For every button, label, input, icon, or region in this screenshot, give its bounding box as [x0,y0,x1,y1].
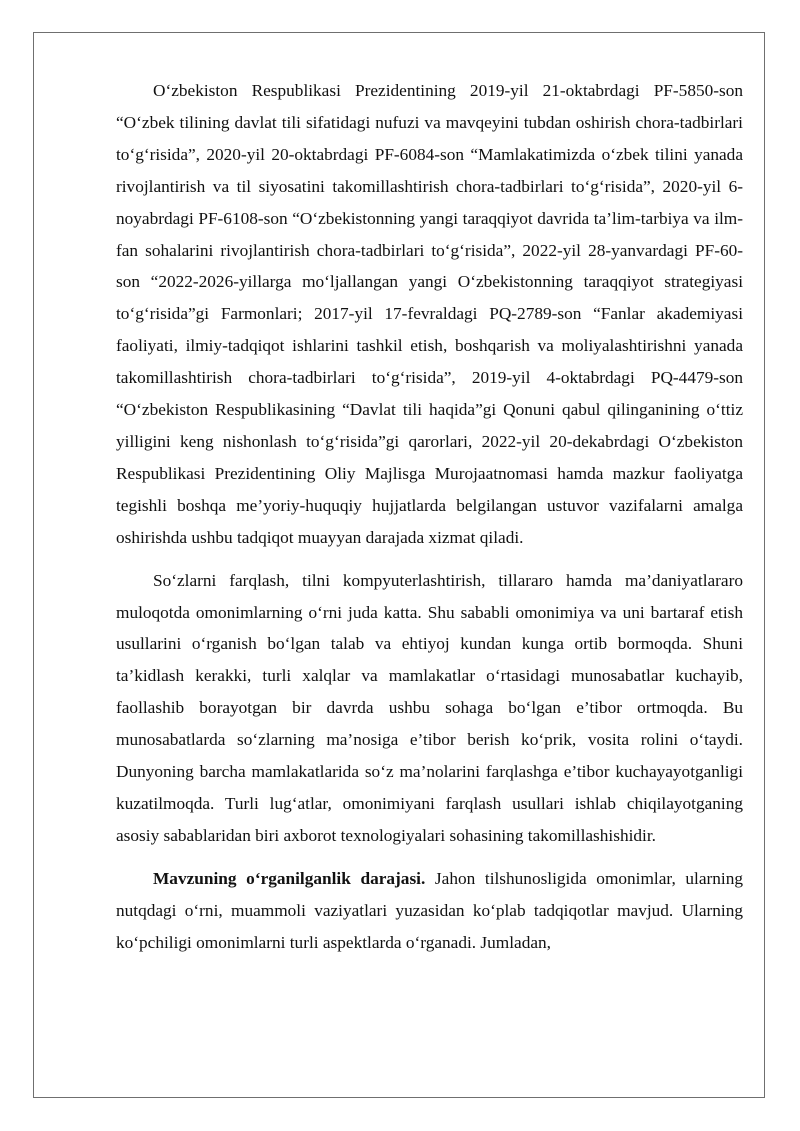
paragraph-text: Jahon tilshunosligida omonimlar, ularning nutqdagi o‘rni, muammoli vaziyatlari yuzasidan ko‘plab tadqiqotlar mavjud. Ularning ko‘pchiligi omonimlarni turli aspektlarda o‘rganadi. Jumladan, [116,868,743,952]
paragraph-relevance: So‘zlarni farqlash, tilni kompyuterlashtirish, tillararo hamda ma’daniyatlararo muloqotda omonimlarning o‘rni juda katta. Shu sababli omonimiya va uni bartaraf etish usullarini o‘rganish bo‘lgan talab va ehtiyoj kundan kunga ortib bormoqda. Shuni ta’kidlash kerakki, turli xalqlar va mamlakatlar o‘rtasidagi munosabatlar kuchayib, faollashib borayotgan bir davrda ushbu sohaga bo‘lgan e’tibor ortmoqda. Bu munosabatlarda so‘zlarning ma’nosiga e’tibor berish ko‘prik, vosita rolini o‘taydi. Dunyoning barcha mamlakatlarida so‘z ma’nolarini farqlashga e’tibor kuchayayotganligi kuzatilmoqda. Turli lug‘atlar, omonimiyani farqlash usullari ishlab chiqilayotganing asosiy sabablaridan biri axborot texnologiyalari sohasining takomillashishidir. [116,570,743,845]
section-heading: Mavzuning o‘rganilganlik darajasi. [153,868,426,888]
paragraph-legal-basis: O‘zbekiston Respublikasi Prezidentining 2019-yil 21-oktabrdagi PF-5850-son “O‘zbek tilining davlat tili sifatidagi nufuzi va mavqeyini tubdan oshirish chora-tadbirlari to‘g‘risida”, 2020-yil 20-oktabrdagi PF-6084-son “Mamlakatimizda o‘zbek tilini yanada rivojlantirish va til siyosatini takomillashtirish chora-tadbirlari to‘g‘risida”, 2020-yil 6-noyabrdagi PF-6108-son “O‘zbekistonning yangi taraqqiyot davrida ta’lim-tarbiya va ilm-fan sohalarini rivojlantirish chora-tadbirlari to‘g‘risida”, 2022-yil 28-yanvardagi PF-60-son “2022-2026-yillarga mo‘ljallangan yangi O‘zbekistonning taraqqiyot strategiyasi to‘g‘risida”gi Farmonlari; 2017-yil 17-fevraldagi PQ-2789-son “Fanlar akademiyasi faoliyati, ilmiy-tadqiqot ishlarini tashkil etish, boshqarish va moliyalashtirishni yanada takomillashtirish chora-tadbirlari to‘g‘risida”, 2019-yil 4-oktabrdagi PQ-4479-son “O‘zbekiston Respublikasining “Davlat tili haqida”gi Qonuni qabul qilinganining o‘ttiz yilligini keng nishonlash to‘g‘risida”gi qarorlari, 2022-yil 20-dekabrdagi O‘zbekiston Respublikasi Prezidentining Oliy Majlisga Murojaatnomasi hamda mazkur faoliyatga tegishli boshqa me’yoriy-huquqiy hujjatlarda belgilangan ustuvor vazifalarni amalga oshirishda ushbu tadqiqot muayyan darajada xizmat qiladi. [116,81,743,547]
document-body [116,75,743,958]
paragraph-study-degree [116,863,743,959]
